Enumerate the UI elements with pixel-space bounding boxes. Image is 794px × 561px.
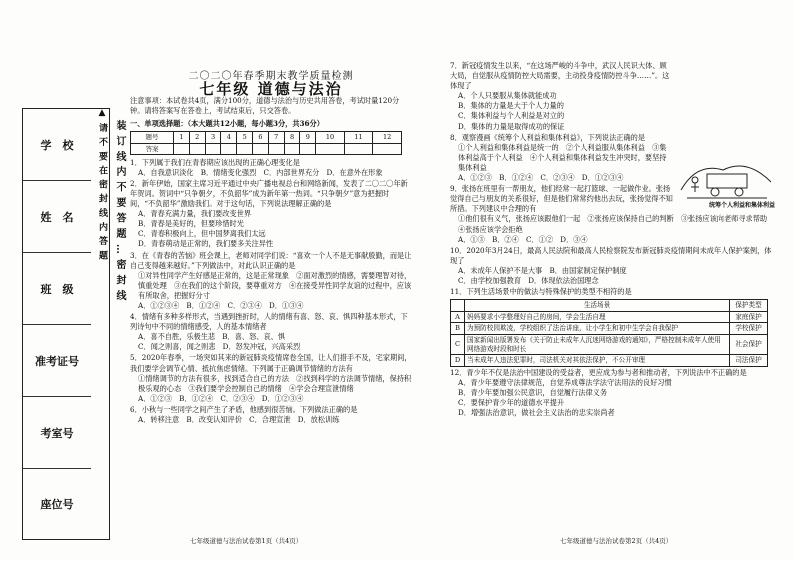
exam-notice: 注意事项：本试卷共4页，满分100分，道德与法治与历史共用答卷，考试时量120分钟。请将答案写在答卷上，考试结束后，只交答卷。: [130, 96, 400, 116]
exam-title: 七年级 道德与法治: [199, 80, 343, 99]
answer-row-label: 答案: [131, 143, 174, 154]
page-2-footer: 七年级道德与法治试卷第2页（共4页）: [560, 537, 673, 545]
cartoon-image: [677, 152, 775, 210]
answer-cell[interactable]: [253, 143, 269, 154]
answer-cell[interactable]: [221, 143, 237, 154]
question-line: A．青春充满力量，我们要改变世界: [138, 209, 252, 219]
answer-cell[interactable]: [344, 143, 373, 154]
answer-cell[interactable]: [174, 143, 190, 154]
question-11-intro: 11．下列生活场景中的做法与特殊保护的类型不相符的是: [450, 287, 632, 297]
page-1-footer: 七年级道德与法治试卷第1页（共4页）: [190, 537, 303, 545]
cartoon-drawing: [677, 152, 775, 204]
table-head-scene: 生活场景: [465, 300, 730, 312]
question-line: C．由学校加强教育 D．体现依法治国理念: [458, 275, 599, 285]
table-row: C 国家新闻出版署发布《关于防止未成年人沉迷网络游戏的通知》，严格控制未成年人使用网络游戏时段和时长 社会保护: [451, 334, 768, 354]
question-line: 1．下列属于我们在青春期应该出现的正确心理变化是: [130, 157, 300, 167]
question-line: 8．观察漫画《统筹个人利益和集体利益》，下列说法正确的是: [450, 132, 646, 142]
question-line: 4．情绪有多种多样形式，当遇到挫折时，人的情绪有喜、怒、哀、惧四种基本形式，下列诗句中不同的情绪感受，人的基本情绪者: [130, 312, 408, 332]
question-line: A．①②③ B．①②④ C．②③④ D．①②③④: [458, 173, 624, 183]
question-line: A．①②③④ B．①②④ C．②③④ D．①③④: [138, 300, 304, 310]
seat-number-field: 座位号: [40, 498, 74, 511]
class-field: 班 级: [23, 253, 91, 325]
question-line: 2．新年伊始，国家主席习近平通过中央广播电视总台和网络新闻，发表了二〇二〇年新年贺词。贺词中“只争朝夕，不负韶华”成为新年第一热词。“只争朝夕”意为把握时间，“不负韶华”激励我们。对于这句话，下列说法理解正确的是: [130, 178, 408, 209]
exam-subtitle: 二〇二〇年春季期末教学质量检测: [188, 71, 354, 82]
question-12: [450, 368, 775, 418]
answer-cell[interactable]: [268, 143, 284, 154]
question-line: 12．青少年不仅是法治中国建设的受益者，更应成为参与者和推动者，下列说法中不正确的是: [450, 367, 747, 377]
page-2-column: [450, 60, 775, 530]
question-line: A．未成年人保护不是大事 B．由国家制定保护制度: [458, 265, 627, 275]
question-line: 5．2020年春季，一场突如其来的新冠肺炎疫情席卷全国，让人们措手不及，宅家期间，我们要学会调节心情、抵抗焦虑情绪。下列属于正确调节情绪的方法有: [130, 353, 412, 373]
question-line: C．集体利益与个人利益是对立的: [458, 111, 565, 121]
answer-cell[interactable]: [316, 143, 345, 154]
warning-text: ▲ 请 不 要 在 密 封 线 内 答 题: [97, 108, 107, 261]
question-line: C．青春积极向上，但中国梦离我们太远: [138, 229, 266, 239]
name-field: 姓 名: [23, 181, 91, 253]
answer-cell[interactable]: [189, 143, 205, 154]
question-line: C．闻之则喜，闻之则悲 D．怒发冲冠，兴高采烈: [138, 342, 301, 352]
question-line: 9．张扬在班里有一帮朋友，他们经常一起打篮球、一起做作业。张扬觉得自己与朋友的关系很好，但是他们常常约他出去玩，张扬觉得不知所措。下列建议中合理的有: [450, 184, 673, 214]
table-head-type: 保护类型: [730, 300, 768, 312]
question-line: D．集体的力量是取得成功的保证: [458, 121, 565, 131]
question-list-left: [130, 158, 412, 425]
question-line: D．青春萌动是正常的，我们要多关注异性: [138, 239, 274, 249]
cartoon-caption: 统筹个人利益和集体利益: [708, 201, 775, 209]
room-number-field: 考室号: [23, 397, 91, 469]
answer-grid: 题号 1 2 3 4 5 6 7 8 9 10 11 12 答案: [130, 131, 402, 154]
question-line: B．青少年要加强公民意识，自觉履行法律义务: [458, 387, 608, 397]
section-1-heading: 一、单项选择题：（本大题共12小题，每小题3分，共36分）: [130, 119, 324, 129]
question-line: A．个人只要服从集体就能成功: [458, 91, 557, 101]
answer-cell[interactable]: [300, 143, 316, 154]
table-row: D 当未成年人违法犯罪时，司法机关对其依法保护，不公开审理 司法保护: [451, 355, 768, 367]
seal-line-text: 装 订 线 内 不 要 答 题 … 密 封 线: [114, 120, 125, 302]
exam-number-field: 准考证号: [23, 325, 91, 397]
question-line: A．自我意识淡化 B．情绪变化强烈 C．内部世界充分 D．在意外在形象: [138, 167, 383, 177]
question-line: 6．小秋与一些同学之间产生了矛盾，他感到很苦恼。下列做法正确的是: [130, 404, 358, 414]
question-line: ①个人利益和集体利益是统一的 ②个人利益服从集体利益 ③集体利益高于个人利益 ④个人利益和集体利益发生冲突时，要坚持集体利益: [458, 142, 667, 172]
question-line: A．①③ B．②④ C．①② D．③④: [458, 234, 588, 244]
question-line: 10．2020年3月24日，最高人民法院和最高人民检察院发布新冠肺炎疫情期间未成年人保护案例，体现了: [450, 245, 772, 265]
question-line: D．增强法治意识，做社会主义法治的忠实崇尚者: [458, 408, 615, 418]
page-1-column: [130, 60, 412, 530]
answer-cell[interactable]: [373, 143, 402, 154]
life-scene-table: [450, 299, 768, 367]
answer-grid-label: 题号: [131, 132, 174, 143]
question-line: A．①②③ B．①②④ C．②③④ D．①②③④: [138, 393, 304, 403]
question-line: B．青春是美好的，但要珍惜时光: [138, 219, 244, 229]
question-line: ①对异性同学产生好感是正常的，这是正常现象 ②面对激烈的情感，需要理智对待，慎重处理 ③在我们的这个阶段，要尊重对方 ④在接受异性同学友谊的过程中，应该有所取舍，把握好分寸: [138, 270, 412, 300]
question-line: B．集体的力量是大于个人力量的: [458, 101, 564, 111]
answer-cell[interactable]: [237, 143, 253, 154]
question-line: 7．新冠疫情发生以来，“在这场严峻的斗争中，武汉人民识大体、顾大局，自觉服从疫情防控大局需要，主动投身疫情防控斗争……”。这体现了: [450, 61, 670, 91]
question-line: A．转移注意 B．改变认知评价 C．合理宣泄 D．放松训练: [138, 415, 340, 424]
table-row: B 为预防校园欺凌，学校组织了法治讲座，让小学生和初中生学会自我保护 学校保护: [451, 323, 768, 335]
question-line: ①情绪调节的方法有很多，找到适合自己的方法 ②找到科学的方法调节情绪，保持积极乐观的心态 ③我们要学会控制自己的情绪 ④学会合理宣泄情绪: [138, 373, 412, 393]
answer-cell[interactable]: [284, 143, 300, 154]
question-line: ①他们很有义气，张扬应该跟他们一起 ②张扬应该保持自己的判断 ③张扬应该向老师寻求帮助 ④张扬应该学会拒绝: [458, 214, 775, 234]
question-line: 3．在《青春的苦恼》班会课上，老师对同学们说：“喜欢一个人不是无事献殷勤，而是让自己变得越来越好。”下列做法中，对此认识正确的是: [130, 250, 412, 270]
question-line: C．要保护青少年的道德水平提升: [458, 398, 565, 407]
table-row: A 妈妈要求小学整理好自己的房间，学会生活自理 家庭保护: [451, 311, 768, 323]
question-line: A．喜不自胜，乐极生悲 B．喜、怒、哀、惧: [138, 332, 286, 342]
answer-cell[interactable]: [205, 143, 221, 154]
question-line: A．青少年要遵守法律规范，自觉养成尊法学法守法用法的良好习惯: [458, 377, 672, 387]
school-field: 学 校: [23, 109, 91, 181]
